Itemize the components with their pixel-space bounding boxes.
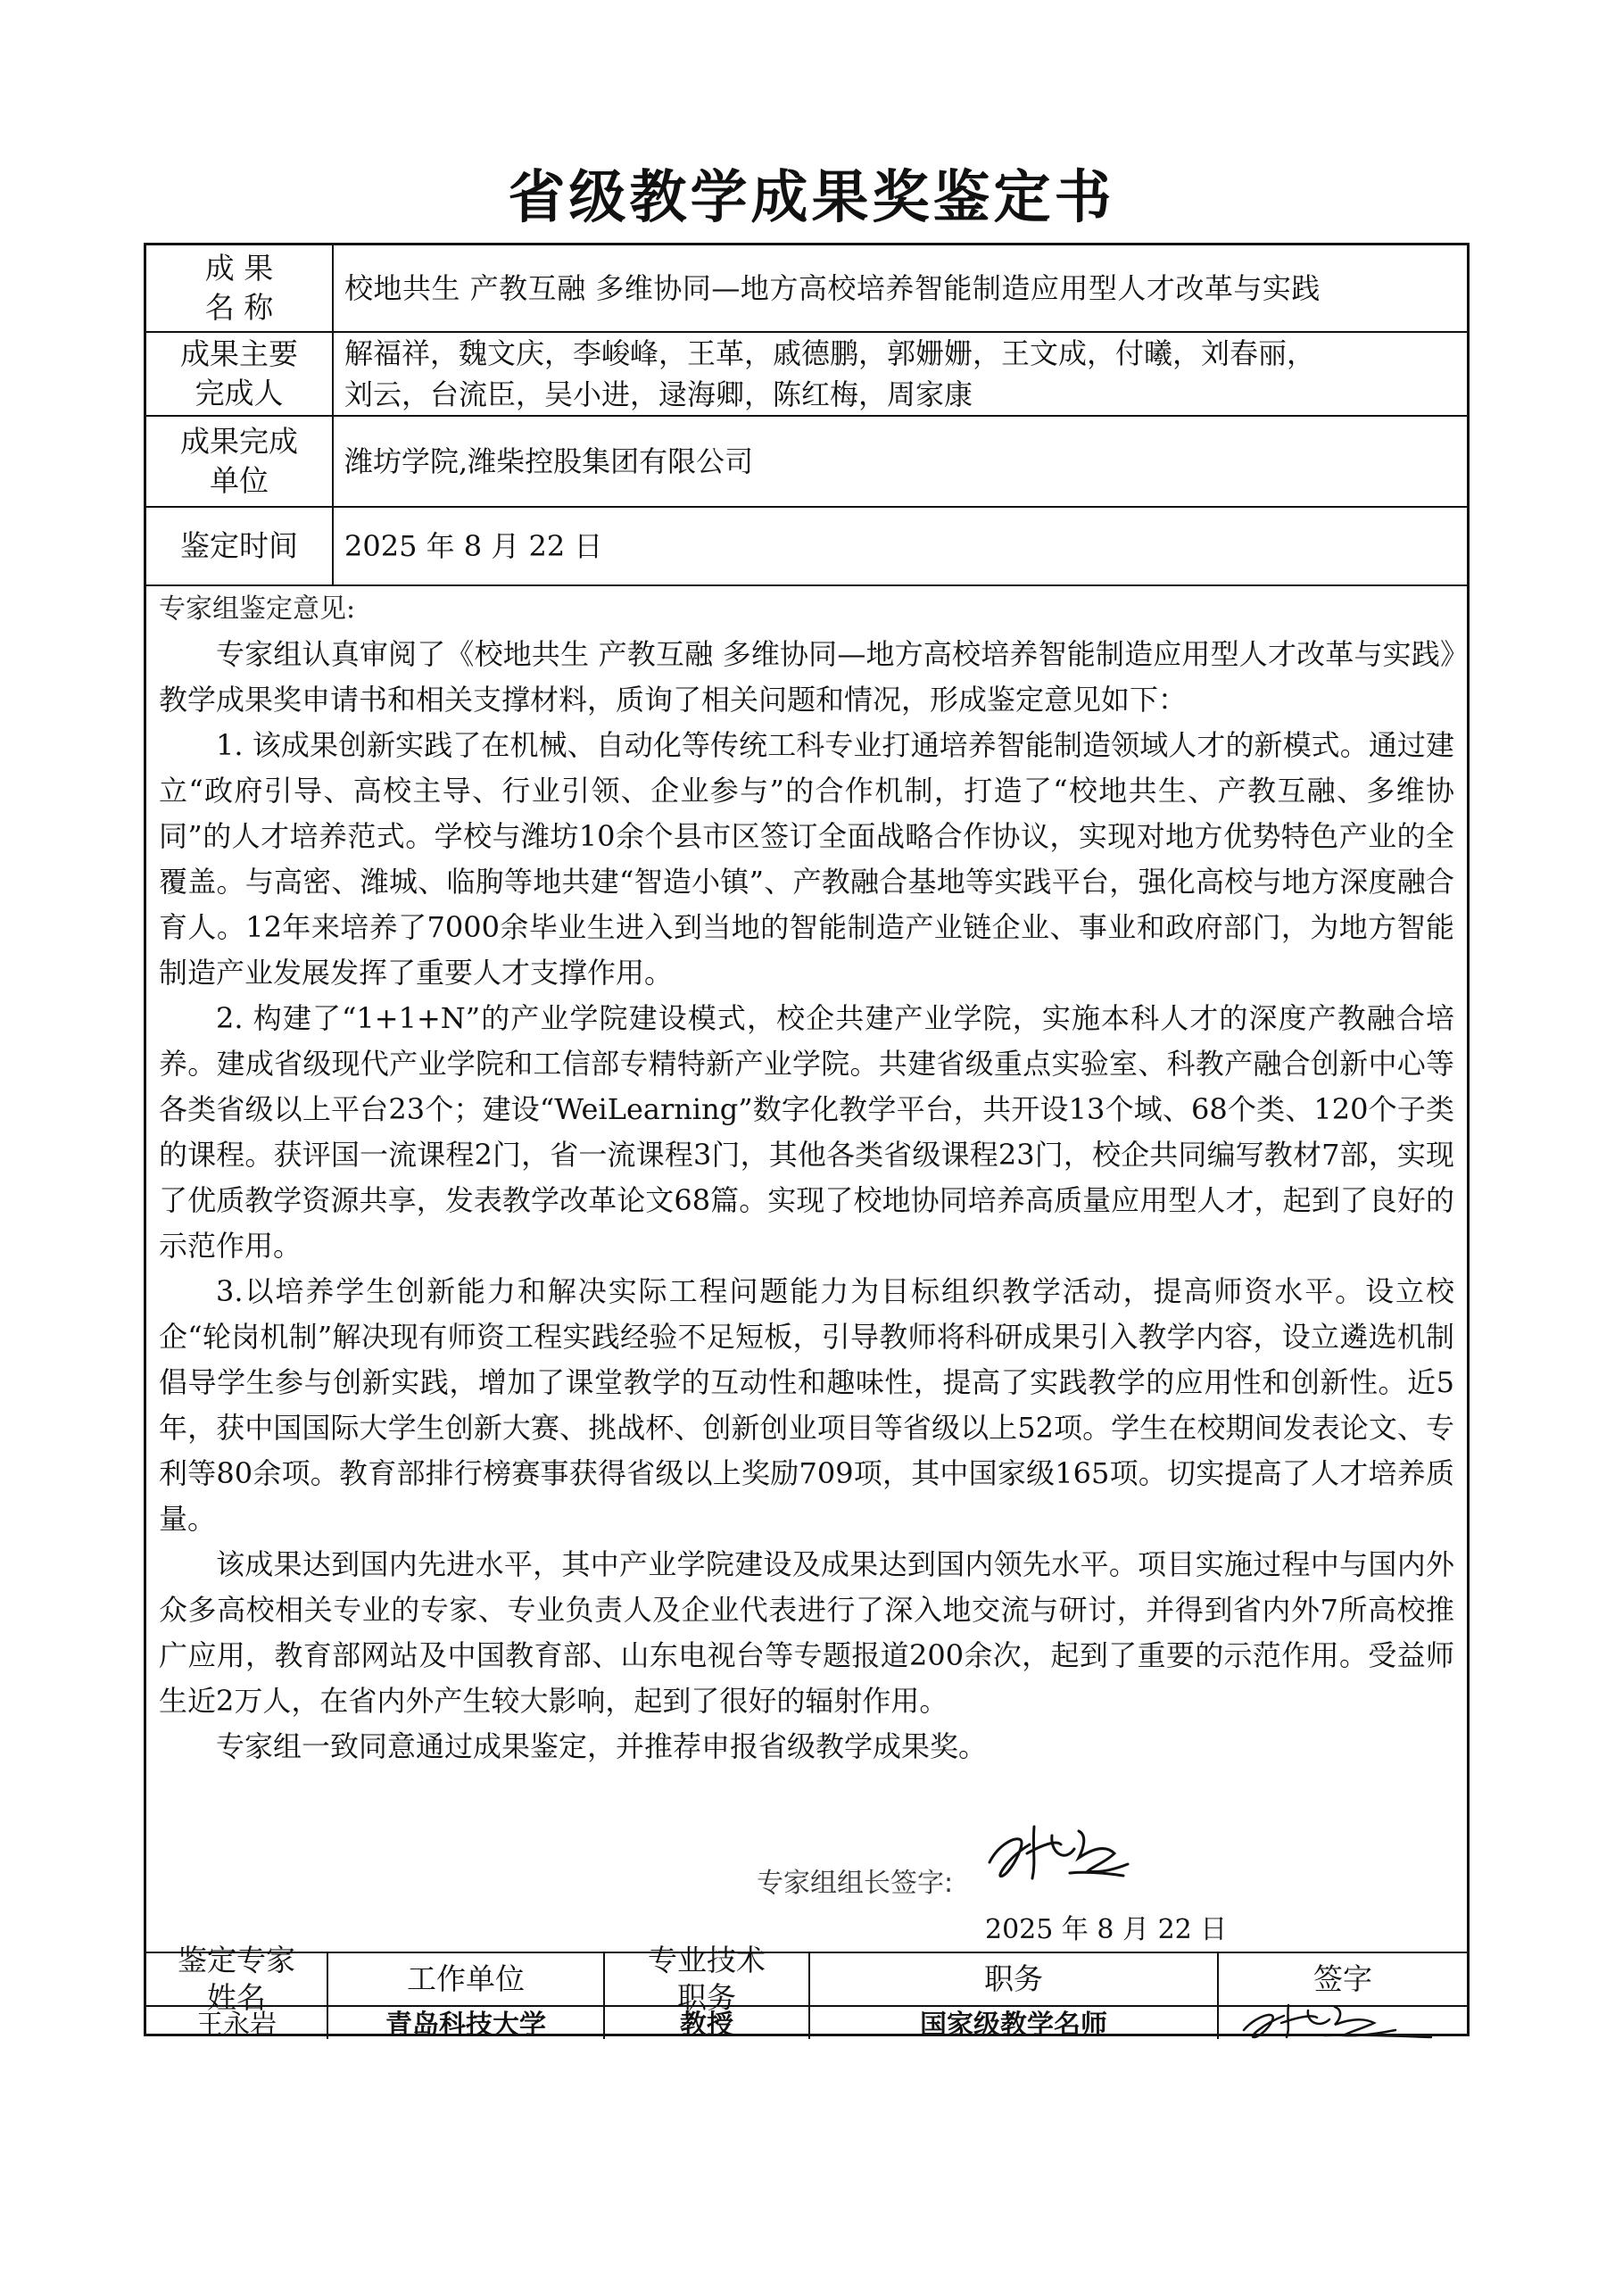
unit-label [146,417,332,506]
unit-value: 潍坊学院,潍柴控股集团有限公司 [344,444,754,478]
people-label [146,333,332,415]
opinion-paragraph-1: 专家组认真审阅了《校地共生 产教互融 多维协同—地方高校培养智能制造应用型人才改革与实践》教学成果奖申请书和相关支撑材料，质询了相关问题和情况，形成鉴定意见如下： [159,637,1454,717]
name-label-line-1: 成 果 [204,251,274,286]
opinion-paragraph-2: 1. 该成果创新实践了在机械、自动化等传统工科专业打通培养智能制造领域人才的新模式。通过建立“政府引导、高校主导、行业引领、企业参与”的合作机制，打造了“校地共生、产教互融、多维协同”的人才培养范式。学校与潍坊10余个县市区签订全面战略合作协议，实现对地方优势特色产业的全覆盖。与高密、潍城、临朐等地共建“智造小镇”、产教融合基地等实践平台，强化高校与地方深度融合育人。12年来培养了7000余毕业生进入到当地的智能制造产业链企业、事业和政府部门，为地方智能制造产业发展发挥了重要人才支撑作用。 [159,728,1454,990]
expert-name: 王永岩 [196,2010,277,2041]
expert-signature-image [1235,2000,1449,2039]
people-value-line-1: 解福祥，魏文庆，李峻峰，王革，戚德鹏，郭姗姗，王文成，付曦，刘春丽， [344,336,1316,370]
opinion-paragraph-3: 2. 构建了“1+1+N”的产业学院建设模式，校企共建产业学院，实施本科人才的深度产教融合培养。建成省级现代产业学院和工信部专精特新产业学院。共建省级重点实验室、科教产融合创新中心等各类省级以上平台23个；建设“WeiLearning”数字化教学平台，共开设13个域、68个类、120个子类的课程。获评国一流课程2门，省一流课程3门，其他各类省级课程23门，校企共同编写教材7部，实现了优质教学资源共享，发表教学改革论文68篇。实现了校地协同培养高质量应用型人才，起到了良好的示范作用。 [159,1001,1454,1263]
expert-unit: 青岛科技大学 [385,2010,546,2041]
header-professional-title-line-2: 职务 [677,1980,736,2015]
opinion-paragraph-6: 专家组一致同意通过成果鉴定，并推荐申报省级教学成果奖。 [216,1729,988,1763]
date-label-text: 鉴定时间 [180,528,298,563]
opinion-paragraph-5: 该成果达到国内先进水平，其中产业学院建设及成果达到国内领先水平。项目实施过程中与国内外众多高校相关专业的专家、专业负责人及企业代表进行了深入地交流与研讨，并得到省内外7所高校推广应用，教育部网站及中国教育部、山东电视台等专题报道200余次，起到了重要的示范作用。受益师生近2万人，在省内外产生较大影响，起到了很好的辐射作用。 [159,1547,1454,1718]
header-expert-name [146,1943,327,2015]
header-professional-title-line-1: 专业技术 [648,1943,766,1977]
document-title: 省级教学成果奖鉴定书 [508,165,1115,231]
header-professional-title [605,1943,808,2015]
expert-opinion [159,586,1454,1770]
header-post: 职务 [984,1961,1043,1996]
header-signature: 签字 [1313,1961,1372,1996]
header-work-unit: 工作单位 [407,1961,525,1996]
appraisal-form [144,243,1470,2041]
people-label-line-1: 成果主要 [180,336,298,371]
leader-signature-date: 2025 年 8 月 22 日 [985,1914,1228,1945]
leader-signature-label: 专家组组长签字: [757,1868,954,1899]
people-value-line-2: 刘云，台流臣，吴小进，逯海卿，陈红梅，周家康 [344,377,973,411]
opinion-paragraph-4: 3.以培养学生创新能力和解决实际工程问题能力为目标组织教学活动，提高师资水平。设立校企“轮岗机制”解决现有师资工程实践经验不足短板，引导教师将科研成果引入教学内容，设立遴选机制倡导学生参与创新实践，增加了课堂教学的互动性和趣味性，提高了实践教学的应用性和创新性。近5年，获中国国际大学生创新大赛、挑战杯、创新创业项目等省级以上52项。学生在校期间发表论文、专利等80余项。教育部排行榜赛事获得省级以上奖励709项，其中国家级165项。切实提高了人才培养质量。 [159,1274,1454,1536]
people-label-line-2: 完成人 [195,376,284,410]
unit-label-line-1: 成果完成 [180,424,298,459]
header-expert-name-line-1: 鉴定专家 [178,1943,295,1977]
opinion-heading: 专家组鉴定意见: [159,593,356,625]
expert-title: 教授 [680,2010,733,2041]
unit-label-line-2: 单位 [210,463,269,498]
leader-signature-image [981,1809,1141,1889]
header-expert-name-line-2: 姓名 [207,1980,266,2015]
expert-post: 国家级教学名师 [920,2010,1107,2041]
name-value: 校地共生 产教互融 多维协同—地方高校培养智能制造应用型人才改革与实践 [344,271,1321,305]
date-label [146,508,332,584]
date-value: 2025 年 8 月 22 日 [344,529,603,563]
people-value [344,333,1454,415]
name-label [146,245,332,331]
name-label-line-2: 名 称 [204,290,274,325]
